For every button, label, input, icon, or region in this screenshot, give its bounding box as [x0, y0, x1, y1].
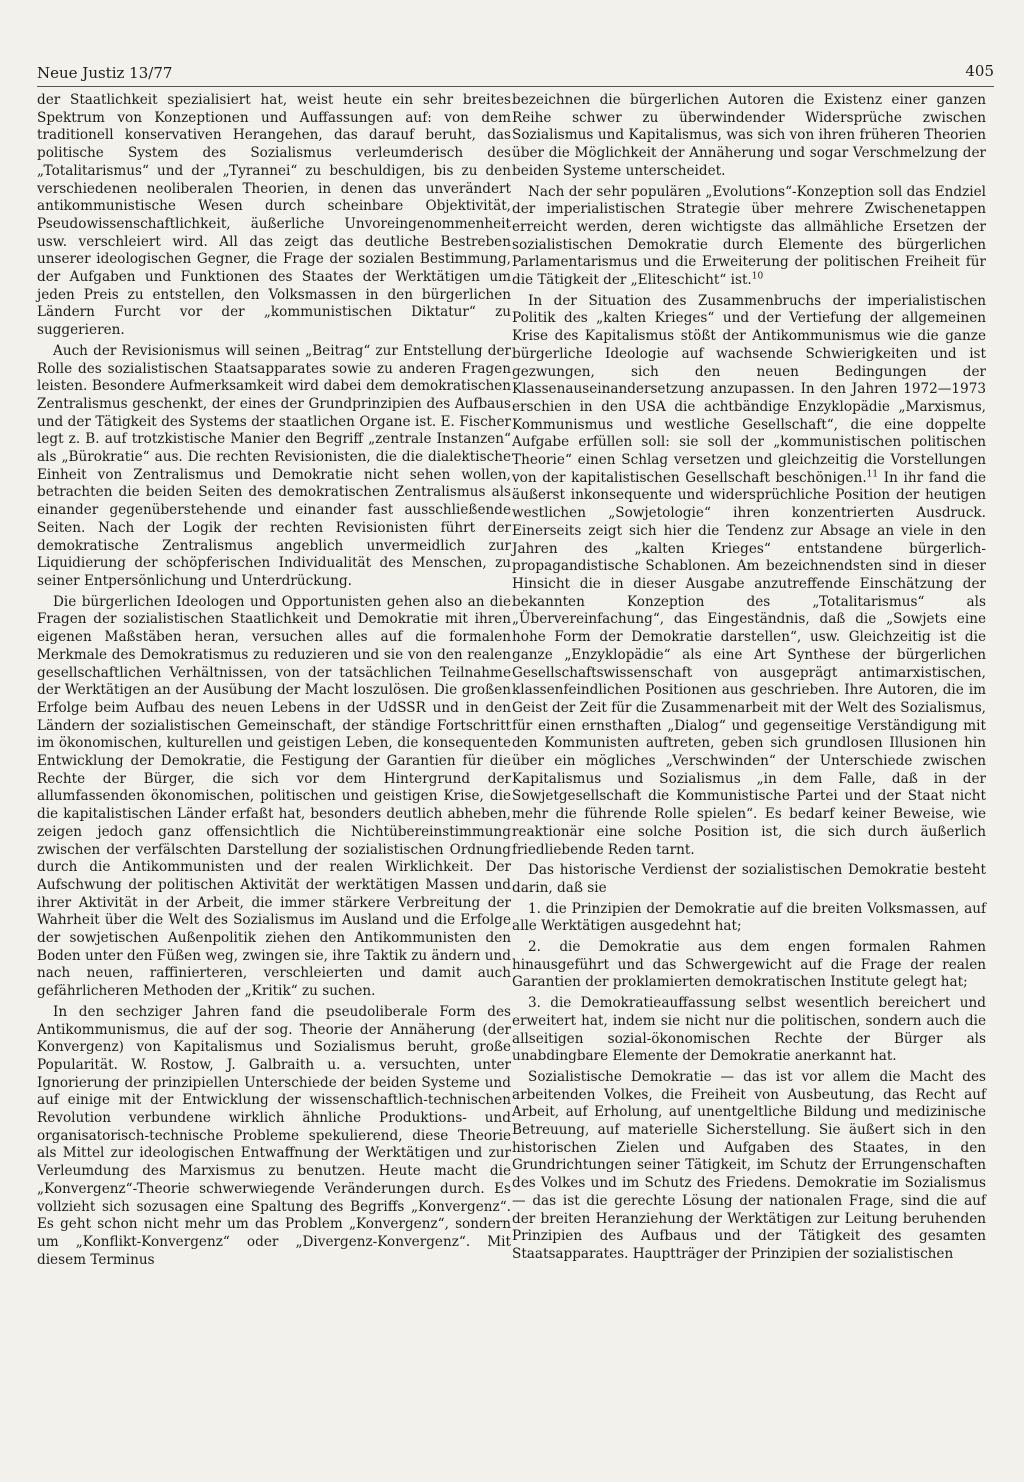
paragraph: In den sechziger Jahren fand die pseudoliberale Form des Antikommunismus, die auf der sog. Theorie der Annäherung (der Konvergenz) von Kapitalismus und Sozialismus beruht, große Popularität. W. Rostow, J. Galbraith u. a. versuchten, unter Ignorierung der prinzipiellen Unterschiede der beiden Systeme und auf einige mit der Entwicklung der wissenschaftlich-technischen Revolution verbundene wirklich ähnliche Produktions- und organisatorisch-technische Probleme spekulierend, diese Theorie als Mittel zur ideologischen Entwaffnung der Werktätigen und zur Verleumdung des Marxismus zu benutzen. Heute macht die „Konvergenz“-Theorie schwerwiegende Veränderungen durch. Es vollzieht sich sozusagen eine Spaltung des Begriffs „Konvergenz“. Es geht schon nicht mehr um das Problem „Konvergenz“, sondern um „Konflikt-Konvergenz“ oder „Divergenz-Konvergenz“. Mit diesem Terminus: [37, 1003, 511, 1268]
paragraph: Auch der Revisionismus will seinen „Beitrag“ zur Entstellung der Rolle des sozialistischen Staatsapparates sowie zu anderen Fragen leisten. Besondere Aufmerksamkeit wird dabei dem demokratischen Zentralismus geschenkt, der eines der Grundprinzipien des Aufbaus und der Tätigkeit des Systems der staatlichen Organe ist. E. Fischer legt z. B. auf trotzkistische Manier den Begriff „zentrale Instanzen“ als „Bürokratie“ aus. Die rechten Revisionisten, die die dialektische Einheit von Zentralismus und Demokratie nicht sehen wollen, betrachten die beiden Seiten des demokratischen Zentralismus als einander gegenüberstehende und einander fast ausschließende Seiten. Nach der Logik der rechten Revisionisten führt der demokratische Zentralismus angeblich unvermeidlich zur Liquidierung der schöpferischen Individualität des Menschen, zu seiner Entpersönlichung und Unterdrückung.: [37, 342, 511, 589]
left-column: [37, 92, 511, 1272]
paragraph: [512, 293, 986, 860]
footnote-ref-10: 10: [751, 271, 764, 282]
paragraph: der Staatlichkeit spezialisiert hat, weist heute ein sehr breites Spektrum von Konzeptionen und Auffassungen auf: von dem traditionell konservativen Herangehen, das darauf beruht, das politische System des Sozialismus verleumderisch des „Totalitarismus“ und der „Tyrannei“ zu beschuldigen, bis zu den verschiedenen neoliberalen Theorien, in denen das unverändert antikommunistische Wesen durch scheinbare Objektivität, Pseudowissenschaftlichkeit, äußerliche Unvoreingenommenheit usw. verschleiert wird. All das zeigt das deutliche Bestreben unserer ideologischen Gegner, die Frage der sozialen Bestimmung, der Aufgaben und Funktionen des Staates der Werktätigen um jeden Preis zu entstellen, den Volksmassen in den bürgerlichen Ländern Furcht vor der „kommunistischen Diktatur“ zu suggerieren.: [37, 92, 511, 339]
paragraph: Das historische Verdienst der sozialistischen Demokratie besteht darin, daß sie: [512, 862, 986, 896]
paragraph: [512, 184, 986, 290]
footnote-ref-11: 11: [866, 469, 879, 480]
paragraph: Die bürgerlichen Ideologen und Opportunisten gehen also an die Fragen der sozialistischen Staatlichkeit und Demokratie mit ihren eigenen Maßstäben heran, versuchen alles auf die formalen Merkmale des Demokratismus zu reduzieren und sie von den realen gesellschaftlichen Verhältnissen, von der tatsächlichen Teilnahme der Werktätigen an der Ausübung der Macht loszulösen. Die großen Erfolge beim Aufbau des neuen Lebens in der UdSSR und in den Ländern der sozialistischen Gemeinschaft, der ständige Fortschritt im ökonomischen, kulturellen und geistigen Leben, die konsequente Entwicklung der Demokratie, die Festigung der Garantien für die Rechte der Bürger, die sich vor dem Hintergrund der allumfassenden ökonomischen, politischen und geistigen Krise, die die kapitalistischen Länder erfaßt hat, besonders deutlich abheben, zeigen jedoch ganz offensichtlich die Nichtübereinstimmung zwischen der verfälschten Darstellung der sozialistischen Ordnung durch die Antikommunisten und der realen Wirklichkeit. Der Aufschwung der politischen Aktivität der werktätigen Massen und ihrer Aktivität in der Arbeit, die immer stärkere Verbreitung der Wahrheit über die Welt des Sozialismus im Ausland und die Erfolge der sowjetischen Außenpolitik ziehen den Antikommunisten den Boden unter den Füßen weg, zwingen sie, ihre Taktik zu ändern und nach neuen, raffinierteren, verschleierten und damit auch gefährlicheren Methoden der „Kritik“ zu suchen.: [37, 593, 511, 1000]
page-header: [37, 62, 994, 87]
paragraph: Sozialistische Demokratie — das ist vor allem die Macht des arbeitenden Volkes, die Freiheit von Ausbeutung, das Recht auf Arbeit, auf Erholung, auf unentgeltliche Bildung und medizinische Betreuung, auf materielle Sicherstellung. Sie äußert sich in den historischen Zielen und Aufgaben des Staates, in den Grundrichtungen seiner Tätigkeit, im Schutz der Errungenschaften des Volkes und im Schutz des Friedens. Demokratie im Sozialismus — das ist die gerechte Lösung der nationalen Frage, sind die auf der breiten Heranziehung der Werktätigen zur Leitung beruhenden Prinzipien des Aufbaus und der Tätigkeit des gesamten Staatsapparates. Hauptträger der Prinzipien der sozialistischen: [512, 1068, 986, 1262]
paragraph-text: In ihr fand die äußerst inkonsequente und widersprüchliche Position der heutigen westlichen „Sowjetologie“ ihren konzentrierten Ausdruck. Einerseits zeigt sich hier die Tendenz zur Absage an viele in den Jahren des „kalten Krieges“ entstandene bürgerlich-propagandistische Schablonen. Am bezeichnendsten sind in dieser Hinsicht die in dieser Ausgabe anzutreffende Einschätzung der bekannten Konzeption des „Totalitarismus“ als „Übervereinfachung“, das Eingeständnis, daß die „Sowjets eine hohe Form der Demokratie darstellen“, usw. Gleichzeitig ist die ganze „Enzyklopädie“ als eine Art Synthese der bürgerlichen Gesellschaftswissenschaft von ausgeprägt antimarxistischen, klassenfeindlichen Positionen aus geschrieben. Ihre Autoren, die im Geist der Zeit für die Zusammenarbeit mit der Welt des Sozialismus, für einen ernsthaften „Dialog“ und gegenseitige Verständigung mit den Kommunisten auftreten, geben sich grundlosen Illusionen hin über ein mögliches „Verschwinden“ der Unterschiede zwischen Kapitalismus und Sozialismus „in dem Falle, daß in der Sowjetgesellschaft die Kommunistische Partei und der Staat nicht mehr die führende Rolle spielen“. Es bedarf keiner Beweise, wie reaktionär eine solche Position ist, die sich durch äußerlich friedliebende Reden tarnt.: [512, 469, 986, 858]
list-item: 2. die Demokratie aus dem engen formalen Rahmen hinausgeführt und das Schwergewicht auf die Frage der realen Garantien der proklamierten demokratischen Institute gelegt hat;: [512, 939, 986, 991]
list-item: 1. die Prinzipien der Demokratie auf die breiten Volksmassen, auf alle Werktätigen ausgedehnt hat;: [512, 900, 986, 935]
paragraph-text: Nach der sehr populären „Evolutions“-Konzeption soll das Endziel der imperialistischen Strategie über mehrere Zwischenetappen erreicht werden, deren wichtigste das allmähliche Ersetzen der sozialistischen Demokratie durch Elemente des bürgerlichen Parlamentarismus und die Erweiterung der politischen Freiheit für die Tätigkeit der „Eliteschicht“ ist.: [512, 183, 986, 289]
page-number: 405: [965, 62, 994, 80]
journal-title: Neue Justiz 13/77: [37, 64, 173, 82]
list-item: 3. die Demokratieauffassung selbst wesentlich bereichert und erweitert hat, indem sie nicht nur die politischen, sondern auch die allseitigen sozial-ökonomischen Rechte der Bürger als unabdingbare Elemente der Demokratie anerkannt hat.: [512, 995, 986, 1065]
paragraph-text: In der Situation des Zusammenbruchs der imperialistischen Politik des „kalten Krieges“ und der Vertiefung der allgemeinen Krise des Kapitalismus stößt der Antikommunismus wie die ganze bürgerliche Ideologie auf wachsende Schwierigkeiten und ist gezwungen, sich den neuen Bedingungen der Klassenauseinandersetzung anzupassen. In den Jahren 1972—1973 erschien in den USA die achtbändige Enzyklopädie „Marxismus, Kommunismus und westliche Gesellschaft“, die eine doppelte Aufgabe erfüllen soll: sie soll der „kommunistischen politischen Theorie“ einen Schlag versetzen und gleichzeitig die Vorstellungen von der kapitalistischen Gesellschaft beschönigen.: [512, 292, 986, 486]
paragraph: bezeichnen die bürgerlichen Autoren die Existenz einer ganzen Reihe schwer zu überwindender Widersprüche zwischen Sozialismus und Kapitalismus, was sich von ihren früheren Theorien über die Möglichkeit der Annäherung und sogar Verschmelzung der beiden Systeme unterscheidet.: [512, 92, 986, 179]
right-column: [512, 92, 986, 1267]
